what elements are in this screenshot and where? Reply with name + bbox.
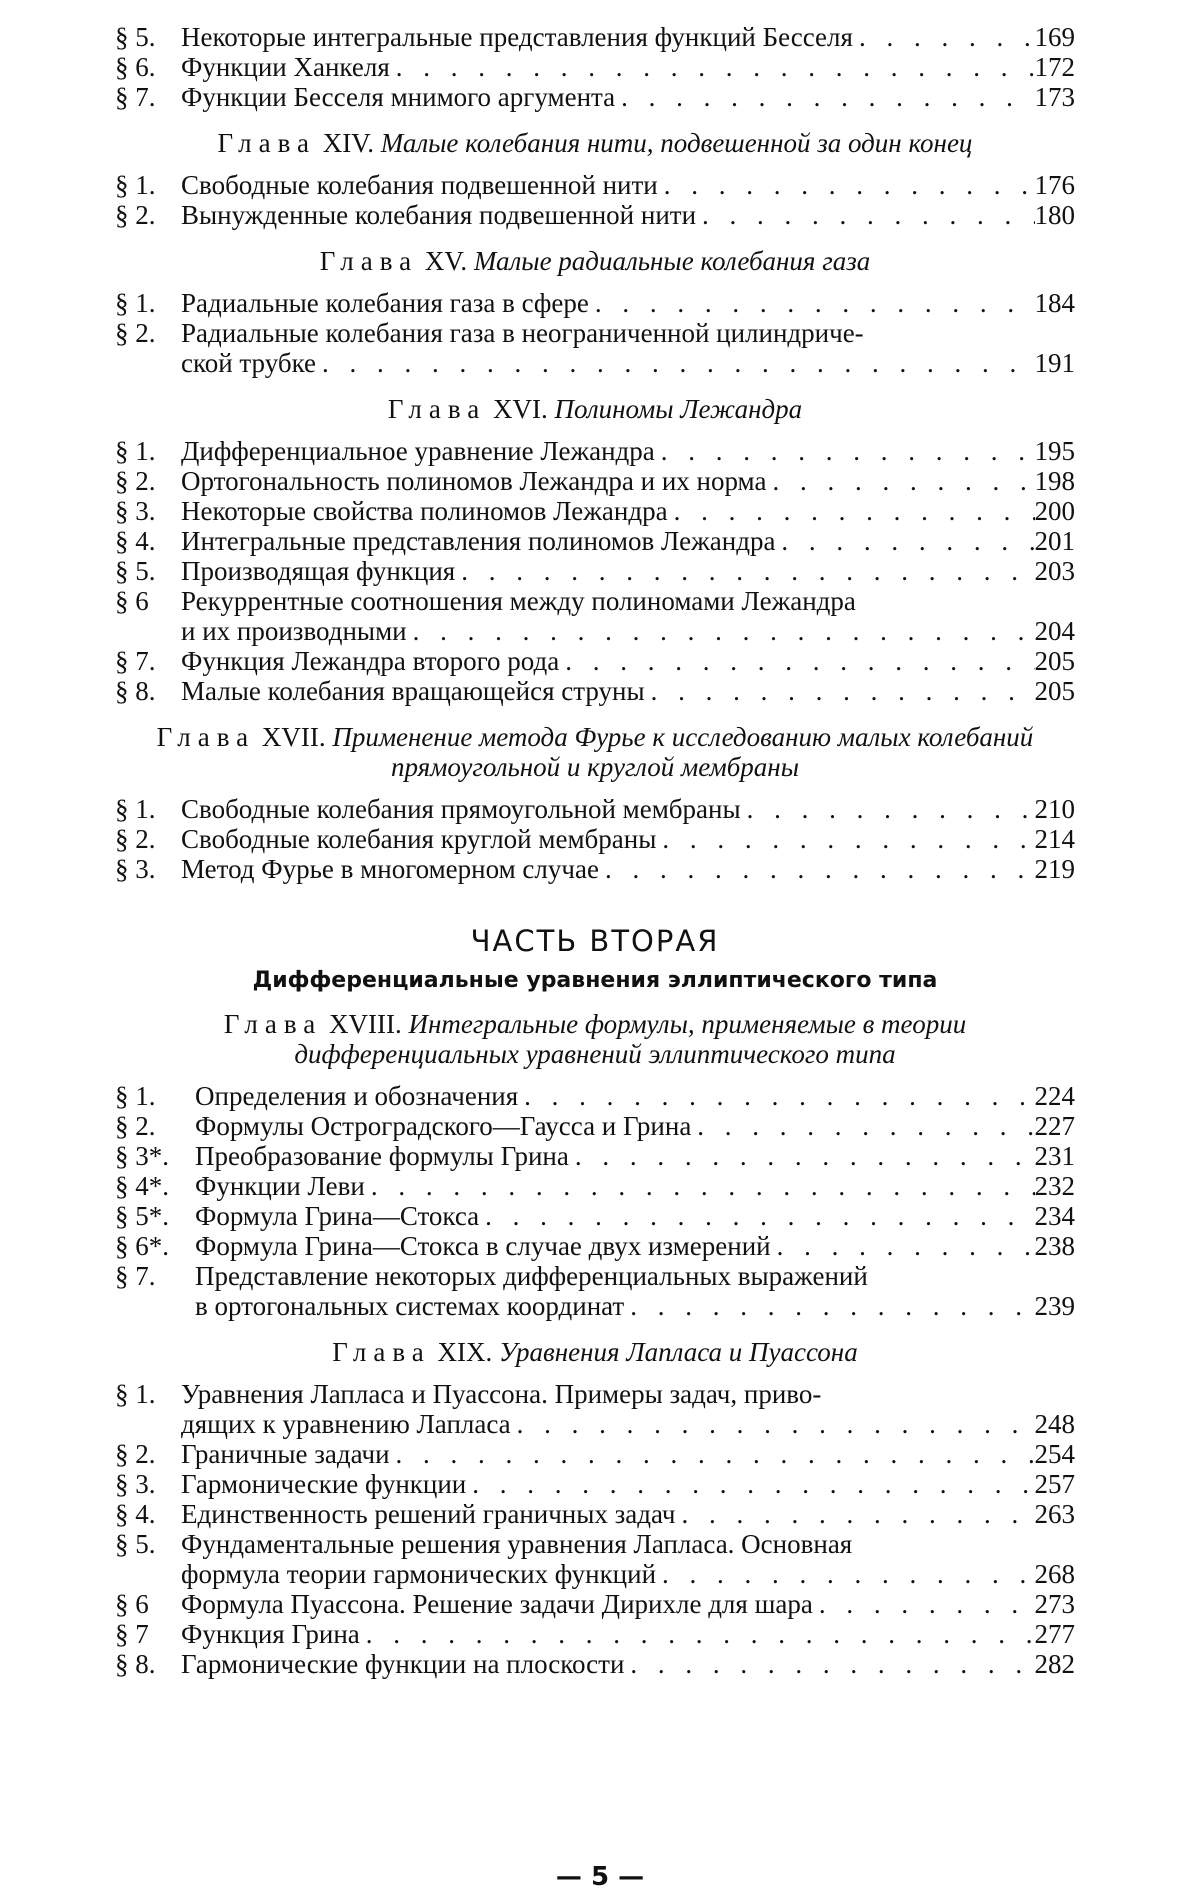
page-ref: 232 — [1034, 1171, 1075, 1201]
leader-line — [195, 1231, 1075, 1261]
section-number: § 5. — [115, 556, 156, 586]
toc-entry — [115, 1201, 1075, 1231]
toc-entry — [115, 646, 1075, 676]
page-ref: 203 — [1034, 556, 1075, 586]
toc-entry — [115, 318, 1075, 378]
section-number: § 4. — [115, 1499, 156, 1529]
dot-leader — [569, 1141, 1035, 1171]
entry-body — [181, 1469, 1075, 1499]
section-number: § 4*. — [115, 1171, 169, 1201]
toc-entry — [115, 1081, 1075, 1111]
toc-entry — [115, 1261, 1075, 1321]
chapter-title: Интегральные формулы, применяемые в теории дифференциальных уравнений эллиптического типа — [294, 1009, 967, 1069]
leader-line — [181, 616, 1075, 646]
chapter-heading — [115, 722, 1075, 782]
leader-line — [181, 824, 1075, 854]
page-ref: 234 — [1034, 1201, 1075, 1231]
entry-title: Определения и обозначения — [195, 1081, 519, 1111]
section-number: § 7. — [115, 646, 156, 676]
toc-entry — [115, 1589, 1075, 1619]
entry-body — [195, 1081, 1075, 1111]
toc-entry — [115, 466, 1075, 496]
leader-line — [181, 348, 1075, 378]
page-ref: 173 — [1034, 82, 1075, 112]
entry-body — [181, 526, 1075, 556]
leader-line — [181, 556, 1075, 586]
entry-title: Представление некоторых дифференциальных выражений — [195, 1261, 868, 1291]
entry-title: Функция Грина — [181, 1619, 360, 1649]
dot-leader — [407, 616, 1035, 646]
entry-title: Гармонические функции на плоскости — [181, 1649, 625, 1679]
entry-title: Уравнения Лапласа и Пуассона. Примеры задач, приво- — [181, 1379, 822, 1409]
chapter-number: XVII. — [261, 722, 326, 752]
entry-title: Вынужденные колебания подвешенной нити — [181, 200, 697, 230]
leader-line — [181, 1619, 1075, 1649]
dot-leader — [615, 82, 1034, 112]
leader-line — [181, 22, 1075, 52]
page-ref: 224 — [1034, 1081, 1075, 1111]
leader-line — [181, 1439, 1075, 1469]
page-ref: 257 — [1034, 1469, 1075, 1499]
entry-title: Свободные колебания круглой мембраны — [181, 824, 657, 854]
page-ref: 205 — [1034, 676, 1075, 706]
dot-leader — [853, 22, 1035, 52]
page-ref: 200 — [1034, 496, 1075, 526]
entry-title: Функции Леви — [195, 1171, 365, 1201]
entry-body — [181, 794, 1075, 824]
leader-line — [181, 854, 1075, 884]
entry-title: Формула Грина—Стокса в случае двух измерений — [195, 1231, 771, 1261]
entry-title: Функции Бесселя мнимого аргумента — [181, 82, 616, 112]
chapter-number: XV. — [424, 246, 468, 276]
entry-body — [181, 1589, 1075, 1619]
entry-group — [115, 22, 1075, 112]
section-number: § 2. — [115, 1111, 156, 1141]
page-ref: 231 — [1034, 1141, 1075, 1171]
page-ref: 191 — [1034, 348, 1075, 378]
section-number: § 5. — [115, 1529, 156, 1559]
toc-entry — [115, 288, 1075, 318]
section-number: § 7. — [115, 1261, 156, 1291]
entry-group — [115, 436, 1075, 706]
section-number: § 6. — [115, 52, 156, 82]
chapter-title: Уравнения Лапласа и Пуассона — [498, 1337, 858, 1367]
entry-body — [181, 556, 1075, 586]
part-heading: ЧАСТЬ ВТОРАЯ — [470, 924, 720, 958]
entry-body — [181, 466, 1075, 496]
entry-body — [181, 1619, 1075, 1649]
entry-title: Формула Пуассона. Решение задачи Дирихле для шара — [181, 1589, 813, 1619]
toc-entry — [115, 1619, 1075, 1649]
toc-entry — [115, 854, 1075, 884]
entry-group — [115, 170, 1075, 230]
entry-title: Малые колебания вращающейся струны — [181, 676, 645, 706]
entry-body — [181, 22, 1075, 52]
leader-line — [181, 496, 1075, 526]
entry-body — [181, 1499, 1075, 1529]
page-ref: 263 — [1034, 1499, 1075, 1529]
entry-title: в ортогональных системах координат — [195, 1291, 625, 1321]
section-number: § 1. — [115, 288, 156, 318]
toc-entry — [115, 22, 1075, 52]
dot-leader — [365, 1171, 1035, 1201]
chapter-title: Полиномы Лежандра — [554, 394, 803, 424]
chapter-label: Глава — [217, 128, 316, 158]
toc-entry — [115, 1649, 1075, 1679]
entry-title: Рекуррентные соотношения между полиномами Лежандра — [181, 586, 856, 616]
page-ref: 219 — [1034, 854, 1075, 884]
leader-line — [181, 200, 1075, 230]
page-ref: 277 — [1034, 1619, 1075, 1649]
section-number: § 1. — [115, 1081, 156, 1111]
dot-leader — [658, 170, 1035, 200]
dot-leader — [624, 1649, 1034, 1679]
page-ref: 169 — [1034, 22, 1075, 52]
page-ref: 248 — [1034, 1409, 1075, 1439]
entry-title: Дифференциальное уравнение Лежандра — [181, 436, 655, 466]
dot-leader — [656, 1559, 1034, 1589]
leader-line — [195, 1201, 1075, 1231]
chapter-label: Глава — [223, 1009, 323, 1039]
leader-line — [181, 1649, 1075, 1679]
section-number: § 2. — [115, 200, 156, 230]
toc-entry — [115, 1499, 1075, 1529]
entry-title: Формулы Остроградского—Гаусса и Грина — [195, 1111, 692, 1141]
section-number: § 5*. — [115, 1201, 169, 1231]
entry-body — [181, 52, 1075, 82]
leader-line — [181, 436, 1075, 466]
page-ref: 205 — [1034, 646, 1075, 676]
entry-body — [181, 854, 1075, 884]
leader-line — [181, 1469, 1075, 1499]
leader-line — [181, 288, 1075, 318]
entry-body — [181, 496, 1075, 526]
entry-title: Функции Ханкеля — [181, 52, 390, 82]
section-number: § 6 — [115, 586, 149, 616]
chapter-number: XVI. — [493, 394, 548, 424]
leader-line — [181, 82, 1075, 112]
section-number: § 7 — [115, 1619, 149, 1649]
dot-leader — [316, 348, 1034, 378]
entry-body — [181, 436, 1075, 466]
page-ref: 184 — [1034, 288, 1075, 318]
page-ref: 172 — [1034, 52, 1075, 82]
leader-line — [181, 676, 1075, 706]
chapter-number: XIV. — [322, 128, 374, 158]
section-number: § 3. — [115, 496, 156, 526]
page-number: — 5 — — [555, 1862, 645, 1892]
entry-title: Граничные задачи — [181, 1439, 390, 1469]
toc-entry — [115, 1469, 1075, 1499]
entry-title: Производящая функция — [181, 556, 456, 586]
toc-entry — [115, 1529, 1075, 1589]
entry-title: Фундаментальные решения уравнения Лапласа. Основная — [181, 1529, 853, 1559]
dot-leader — [559, 646, 1034, 676]
section-number: § 5. — [115, 22, 156, 52]
entry-title: Радиальные колебания газа в сфере — [181, 288, 589, 318]
chapter-title: Малые радиальные колебания газа — [473, 246, 871, 276]
entry-body — [181, 1649, 1075, 1679]
leader-line — [181, 1409, 1075, 1439]
toc-entry — [115, 436, 1075, 466]
chapter-number: XVIII. — [328, 1009, 402, 1039]
section-number: § 6*. — [115, 1231, 169, 1261]
leader-line — [181, 1559, 1075, 1589]
chapter-heading — [115, 394, 1075, 424]
leader-line — [195, 1141, 1075, 1171]
entry-body — [181, 82, 1075, 112]
page-ref: 268 — [1034, 1559, 1075, 1589]
dot-leader — [360, 1619, 1035, 1649]
leader-line — [181, 526, 1075, 556]
leader-line — [181, 794, 1075, 824]
toc-entry — [115, 1231, 1075, 1261]
chapter-label: Глава — [319, 246, 419, 276]
entry-body — [181, 646, 1075, 676]
entry-body — [181, 586, 1075, 646]
entry-title: Некоторые интегральные представления функций Бесселя — [181, 22, 853, 52]
entry-title: Свободные колебания прямоугольной мембраны — [181, 794, 741, 824]
dot-leader — [668, 496, 1035, 526]
entry-group — [115, 288, 1075, 378]
entry-title: Некоторые свойства полиномов Лежандра — [181, 496, 668, 526]
dot-leader — [813, 1589, 1035, 1619]
leader-line — [181, 52, 1075, 82]
entry-body — [195, 1231, 1075, 1261]
section-number: § 8. — [115, 1649, 156, 1679]
dot-leader — [479, 1201, 1034, 1231]
chapter-heading — [115, 246, 1075, 276]
leader-line — [181, 1589, 1075, 1619]
section-number: § 3. — [115, 1469, 156, 1499]
chapter-heading — [115, 1337, 1075, 1367]
chapter-title: Малые колебания нити, подвешенной за один конец — [380, 128, 973, 158]
entry-body — [181, 170, 1075, 200]
entry-body — [195, 1111, 1075, 1141]
section-number: § 4. — [115, 526, 156, 556]
section-number: § 8. — [115, 676, 156, 706]
toc-entry — [115, 82, 1075, 112]
section-number: § 2. — [115, 466, 156, 496]
entry-group — [115, 794, 1075, 884]
entry-title: ской трубке — [181, 348, 317, 378]
toc-entry — [115, 170, 1075, 200]
dot-leader — [645, 676, 1035, 706]
toc-entry — [115, 1439, 1075, 1469]
entry-title: Единственность решений граничных задач — [181, 1499, 676, 1529]
chapter-label: Глава — [156, 722, 256, 752]
leader-line — [195, 1291, 1075, 1321]
entry-title: Интегральные представления полиномов Лежандра — [181, 526, 776, 556]
part-subtitle: Дифференциальные уравнения эллиптического типа — [252, 968, 938, 993]
leader-line — [181, 466, 1075, 496]
toc-entry — [115, 526, 1075, 556]
chapter-heading — [115, 128, 1075, 158]
entry-title: дящих к уравнению Лапласа — [181, 1409, 511, 1439]
page-ref: 254 — [1034, 1439, 1075, 1469]
entry-body — [195, 1141, 1075, 1171]
toc-entry — [115, 586, 1075, 646]
section-number: § 1. — [115, 1379, 156, 1409]
page-ref: 201 — [1034, 526, 1075, 556]
toc-entry — [115, 824, 1075, 854]
dot-leader — [466, 1469, 1034, 1499]
entry-body — [195, 1201, 1075, 1231]
entry-body — [181, 1379, 1075, 1439]
table-of-contents — [115, 22, 1075, 1679]
page-ref: 239 — [1034, 1291, 1075, 1321]
dot-leader — [390, 1439, 1035, 1469]
dot-leader — [771, 1231, 1035, 1261]
section-number: § 1. — [115, 170, 156, 200]
entry-title: Гармонические функции — [181, 1469, 467, 1499]
entry-title: Свободные колебания подвешенной нити — [181, 170, 658, 200]
page-ref: 198 — [1034, 466, 1075, 496]
entry-body — [181, 318, 1075, 378]
toc-entry — [115, 1379, 1075, 1439]
dot-leader — [656, 824, 1034, 854]
leader-line — [181, 646, 1075, 676]
leader-line — [195, 1081, 1075, 1111]
chapter-title: Применение метода Фурье к исследованию малых колебаний прямоугольной и круглой мембраны — [332, 722, 1034, 782]
toc-entry — [115, 52, 1075, 82]
dot-leader — [741, 794, 1035, 824]
entry-title: Метод Фурье в многомерном случае — [181, 854, 599, 884]
page-ref: 176 — [1034, 170, 1075, 200]
leader-line — [181, 170, 1075, 200]
dot-leader — [624, 1291, 1034, 1321]
chapter-label: Глава — [332, 1337, 431, 1367]
entry-body — [195, 1261, 1075, 1321]
entry-body — [181, 824, 1075, 854]
page-ref: 195 — [1034, 436, 1075, 466]
section-number: § 2. — [115, 824, 156, 854]
dot-leader — [696, 200, 1034, 230]
entry-body — [181, 200, 1075, 230]
entry-body — [181, 676, 1075, 706]
section-number: § 3*. — [115, 1141, 169, 1171]
leader-line — [195, 1171, 1075, 1201]
entry-title: Ортогональность полиномов Лежандра и их норма — [181, 466, 767, 496]
toc-entry — [115, 1111, 1075, 1141]
toc-entry — [115, 794, 1075, 824]
entry-title: формула теории гармонических функций — [181, 1559, 657, 1589]
page-ref: 273 — [1034, 1589, 1075, 1619]
entry-title: Радиальные колебания газа в неограниченной цилиндриче- — [181, 318, 864, 348]
toc-entry — [115, 1141, 1075, 1171]
entry-title: Формула Грина—Стокса — [195, 1201, 480, 1231]
leader-line — [181, 1499, 1075, 1529]
section-number: § 1. — [115, 436, 156, 466]
toc-entry — [115, 1171, 1075, 1201]
dot-leader — [599, 854, 1035, 884]
dot-leader — [766, 466, 1034, 496]
chapter-number: XIX. — [437, 1337, 493, 1367]
section-number: § 1. — [115, 794, 156, 824]
section-number: § 2. — [115, 318, 156, 348]
entry-group — [115, 1379, 1075, 1679]
section-number: § 3. — [115, 854, 156, 884]
dot-leader — [455, 556, 1034, 586]
dot-leader — [589, 288, 1035, 318]
entry-title: Преобразование формулы Грина — [195, 1141, 569, 1171]
chapter-label: Глава — [387, 394, 487, 424]
entry-title: Функция Лежандра второго рода — [181, 646, 560, 676]
dot-leader — [518, 1081, 1034, 1111]
entry-body — [181, 288, 1075, 318]
toc-entry — [115, 200, 1075, 230]
page-ref: 214 — [1034, 824, 1075, 854]
dot-leader — [691, 1111, 1034, 1141]
entry-group — [115, 1081, 1075, 1321]
page-ref: 210 — [1034, 794, 1075, 824]
dot-leader — [511, 1409, 1035, 1439]
dot-leader — [655, 436, 1035, 466]
page-ref: 180 — [1034, 200, 1075, 230]
page-ref: 227 — [1034, 1111, 1075, 1141]
page-ref: 204 — [1034, 616, 1075, 646]
section-number: § 2. — [115, 1439, 156, 1469]
dot-leader — [775, 526, 1034, 556]
page-ref: 238 — [1034, 1231, 1075, 1261]
section-number: § 6 — [115, 1589, 149, 1619]
entry-title: и их производными — [181, 616, 407, 646]
entry-body — [195, 1171, 1075, 1201]
dot-leader — [676, 1499, 1035, 1529]
page-ref: 282 — [1034, 1649, 1075, 1679]
toc-entry — [115, 556, 1075, 586]
leader-line — [195, 1111, 1075, 1141]
entry-body — [181, 1439, 1075, 1469]
dot-leader — [390, 52, 1035, 82]
toc-entry — [115, 676, 1075, 706]
entry-body — [181, 1529, 1075, 1589]
section-number: § 7. — [115, 82, 156, 112]
toc-entry — [115, 496, 1075, 526]
chapter-heading — [115, 1009, 1075, 1069]
